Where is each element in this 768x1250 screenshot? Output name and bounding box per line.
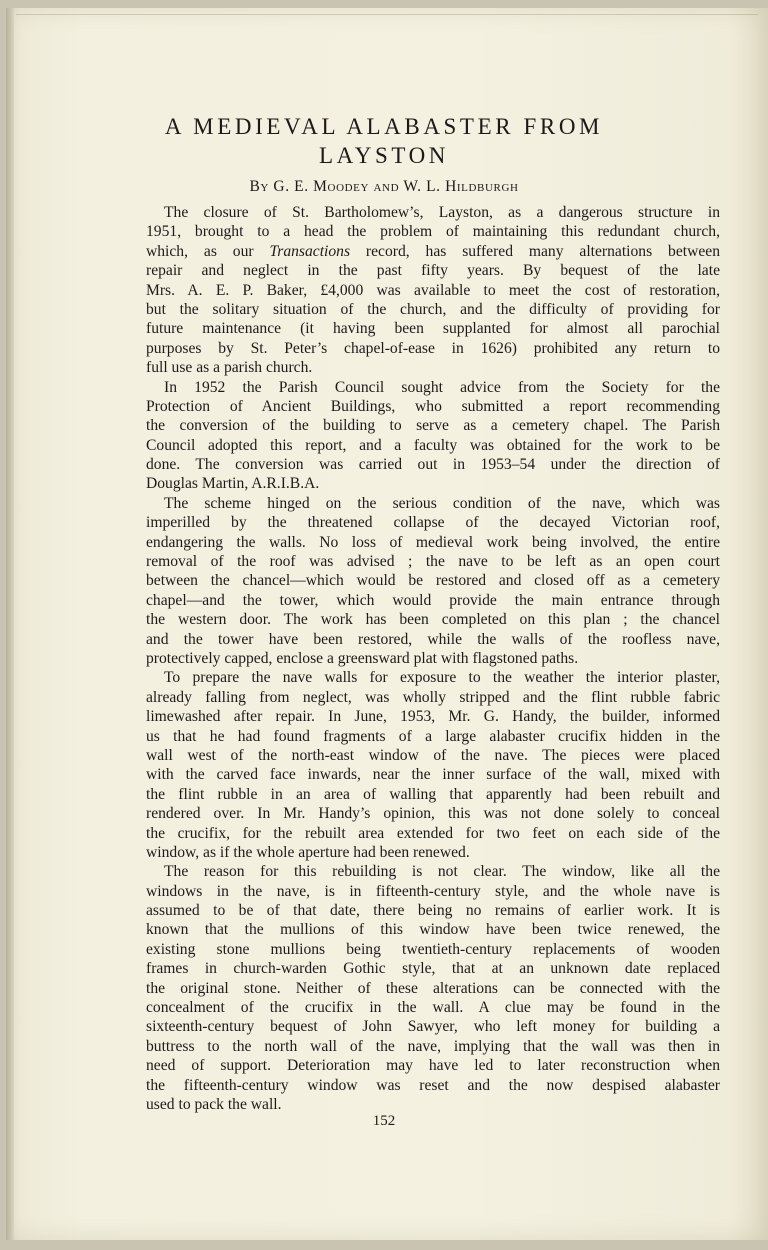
text-line: the fifteenth-century window was reset and the now despised alabaster	[146, 1076, 720, 1094]
text-line: Protection of Ancient Buildings, who submitted a report recommending	[146, 397, 720, 415]
paragraph	[146, 668, 720, 862]
article-byline: By G. E. Moodey and W. L. Hildburgh	[249, 178, 519, 195]
text-line: To prepare the nave walls for exposure to the weather the interior plaster,	[164, 669, 720, 687]
text-line: the crucifix, for the rebuilt area extended for two feet on each side of the	[146, 824, 720, 842]
text-line: chapel—and the tower, which would provide the main entrance through	[146, 591, 720, 609]
text-line: the flint rubble in an area of walling that apparently had been rebuilt and	[146, 785, 720, 803]
text-line: Douglas Martin, A.R.I.B.A.	[146, 475, 320, 493]
text-line: but the solitary situation of the church, and the difficulty of providing for	[146, 300, 720, 318]
text-line: buttress to the north wall of the nave, implying that the wall was then in	[146, 1037, 720, 1055]
text-line: with the carved face inwards, near the inner surface of the wall, mixed with	[146, 766, 720, 784]
title-line: A MEDIEVAL ALABASTER FROM	[164, 114, 604, 139]
text-line: future maintenance (it having been supplanted for almost all parochial	[146, 320, 720, 338]
text-line: need of support. Deterioration may have led to later reconstruction when	[146, 1057, 720, 1075]
text-line: done. The conversion was carried out in 1953–54 under the direction of	[146, 456, 720, 474]
text-line: removal of the roof was advised ; the nave to be left as an open court	[146, 553, 720, 571]
text-line: known that the mullions of this window have been twice renewed, the	[146, 921, 720, 939]
paragraph	[146, 862, 720, 1114]
text-line: between the chancel—which would be restored and closed off as a cemetery	[146, 572, 720, 590]
text-line: which, as our Transactions record, has suffered many alternations between	[146, 242, 720, 260]
paragraph	[146, 378, 720, 494]
text-line: the original stone. Neither of these alterations can be connected with the	[146, 979, 720, 997]
page-number: 152	[372, 1113, 396, 1129]
text-line: limewashed after repair. In June, 1953, Mr. G. Handy, the builder, informed	[146, 708, 720, 726]
text-line: imperilled by the threatened collapse of the decayed Victorian roof,	[146, 514, 720, 532]
text-line: used to pack the wall.	[146, 1095, 282, 1113]
text-line: full use as a parish church.	[146, 359, 313, 377]
text-line: wall west of the north-east window of the nave. The pieces were placed	[146, 746, 720, 764]
text-line: windows in the nave, is in fifteenth-century style, and the whole nave is	[146, 882, 720, 900]
text-line: The scheme hinged on the serious condition of the nave, which was	[164, 494, 720, 512]
text-line: protectively capped, enclose a greensward plat with flagstoned paths.	[146, 649, 579, 667]
text-line: The closure of St. Bartholomew’s, Layston, as a dangerous structure in	[164, 204, 720, 221]
text-line: the conversion of the building to serve as a cemetery chapel. The Parish	[146, 417, 720, 435]
text-line: purposes by St. Peter’s chapel-of-ease in 1626) prohibited any return to	[146, 339, 720, 357]
article-title	[0, 112, 768, 170]
paragraph	[146, 203, 720, 378]
text-line: concealment of the crucifix in the wall. A clue may be found in the	[146, 999, 720, 1017]
text-line: The reason for this rebuilding is not clear. The window, like all the	[164, 863, 720, 881]
text-line: 1951, brought to a head the problem of maintaining this redundant church,	[146, 223, 720, 241]
text-line: Mrs. A. E. P. Baker, £4,000 was available to meet the cost of restoration,	[146, 281, 720, 299]
text-line: Council adopted this report, and a faculty was obtained for the work to be	[146, 436, 720, 454]
text-line: existing stone mullions being twentieth-century replacements of wooden	[146, 940, 720, 958]
text-line: assumed to be of that date, there being no remains of earlier work. It is	[146, 902, 720, 920]
text-line: and the tower have been restored, while the walls of the roofless nave,	[146, 630, 720, 648]
article-body	[146, 203, 720, 1114]
text-line: the western door. The work has been completed on this plan ; the chancel	[146, 611, 720, 629]
text-line: frames in church-warden Gothic style, that at an unknown date replaced	[146, 960, 720, 978]
text-line: repair and neglect in the past fifty years. By bequest of the late	[146, 262, 720, 280]
paragraph	[146, 494, 720, 669]
text-line: endangering the walls. No loss of medieval work being involved, the entire	[146, 533, 720, 551]
text-line: sixteenth-century bequest of John Sawyer, who left money for building a	[146, 1018, 720, 1036]
text-line: already falling from neglect, was wholly stripped and the flint rubble fabric	[146, 688, 720, 706]
text-line: us that he had found fragments of a large alabaster crucifix hidden in the	[146, 727, 720, 745]
text-line: rendered over. In Mr. Handy’s opinion, this was not done solely to conceal	[146, 805, 720, 823]
text-line: In 1952 the Parish Council sought advice from the Society for the	[164, 378, 720, 396]
title-line: LAYSTON	[318, 143, 449, 168]
text-line: window, as if the whole aperture had been renewed.	[146, 843, 470, 861]
